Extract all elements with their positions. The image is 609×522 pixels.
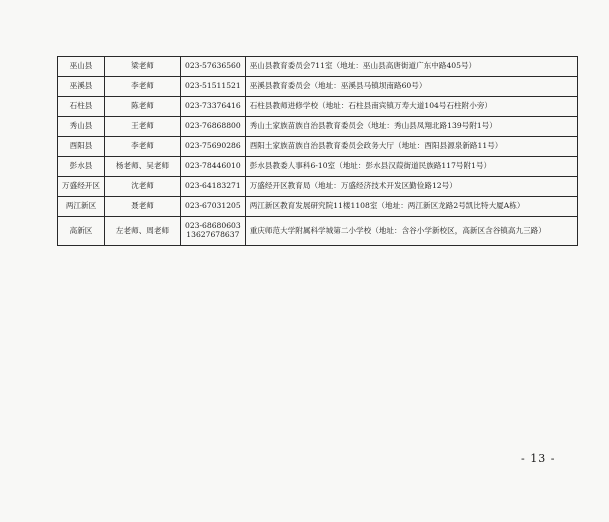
county-cell: 彭水县 — [58, 157, 105, 177]
table-row — [58, 97, 578, 117]
contact-cell: 王老师 — [105, 117, 181, 137]
address-cell: 两江新区教育发展研究院11楼1108室（地址：两江新区龙路2号凯比特大厦A栋） — [245, 197, 577, 217]
phone-number: 023-78446010 — [185, 161, 241, 171]
phone-number: 023-75690286 — [185, 141, 241, 151]
table-row — [58, 177, 578, 197]
contact-cell: 左老师、周老师 — [105, 217, 181, 246]
phone-cell — [181, 77, 246, 97]
phone-cell — [181, 117, 246, 137]
table-row — [58, 217, 578, 246]
county-cell: 万盛经开区 — [58, 177, 105, 197]
phone-number: 023-67031205 — [185, 201, 241, 211]
contact-table-body — [58, 57, 578, 246]
contact-cell: 沈老师 — [105, 177, 181, 197]
phone-cell — [181, 137, 246, 157]
table-row — [58, 157, 578, 177]
address-cell: 彭水县教委人事科6-10室（地址：彭水县汉葭街道民族路117号附1号） — [245, 157, 577, 177]
phone-number: 023-68680603 — [185, 221, 241, 231]
contact-cell: 李老师 — [105, 137, 181, 157]
county-cell: 酉阳县 — [58, 137, 105, 157]
phone-number: 023-64183271 — [185, 181, 241, 191]
address-cell: 酉阳土家族苗族自治县教育委员会政务大厅（地址：酉阳县源泉新路11号） — [245, 137, 577, 157]
county-cell: 高新区 — [58, 217, 105, 246]
county-cell: 两江新区 — [58, 197, 105, 217]
phone-cell — [181, 157, 246, 177]
contact-cell: 陈老师 — [105, 97, 181, 117]
address-cell: 秀山土家族苗族自治县教育委员会（地址：秀山县凤翔北路139号附1号） — [245, 117, 577, 137]
county-cell: 石柱县 — [58, 97, 105, 117]
phone-cell — [181, 217, 246, 246]
contact-table — [57, 56, 578, 246]
phone-number: 023-57636560 — [185, 61, 241, 71]
phone-number: 13627678637 — [186, 230, 240, 239]
phone-cell — [181, 197, 246, 217]
contact-cell: 李老师 — [105, 77, 181, 97]
phone-cell — [181, 97, 246, 117]
address-cell: 巫山县教育委员会711室（地址：巫山县高唐街道广东中路405号） — [245, 57, 577, 77]
table-row — [58, 77, 578, 97]
contact-cell: 聂老师 — [105, 197, 181, 217]
table-row — [58, 197, 578, 217]
contact-cell: 杨老师、吴老师 — [105, 157, 181, 177]
phone-number: 023-76868800 — [185, 121, 241, 131]
table-row — [58, 137, 578, 157]
page-number: - 13 - — [521, 452, 556, 465]
phone-cell — [181, 57, 246, 77]
county-cell: 巫溪县 — [58, 77, 105, 97]
table-row — [58, 117, 578, 137]
contact-cell: 梁老师 — [105, 57, 181, 77]
address-cell: 万盛经开区教育局（地址：万盛经济技术开发区勤俭路12号） — [245, 177, 577, 197]
phone-number: 023-73376416 — [185, 101, 241, 111]
address-cell: 巫溪县教育委员会（地址：巫溪县马镇坝南路60号） — [245, 77, 577, 97]
address-cell: 重庆师范大学附属科学城第二小学校（地址：含谷小学新校区，高新区含谷镇高九三路） — [245, 217, 577, 246]
phone-cell — [181, 177, 246, 197]
county-cell: 秀山县 — [58, 117, 105, 137]
address-cell: 石柱县教师进修学校（地址：石柱县南宾镇万寿大道104号石柱附小旁） — [245, 97, 577, 117]
county-cell: 巫山县 — [58, 57, 105, 77]
table-row — [58, 57, 578, 77]
phone-number: 023-51511521 — [185, 81, 241, 91]
